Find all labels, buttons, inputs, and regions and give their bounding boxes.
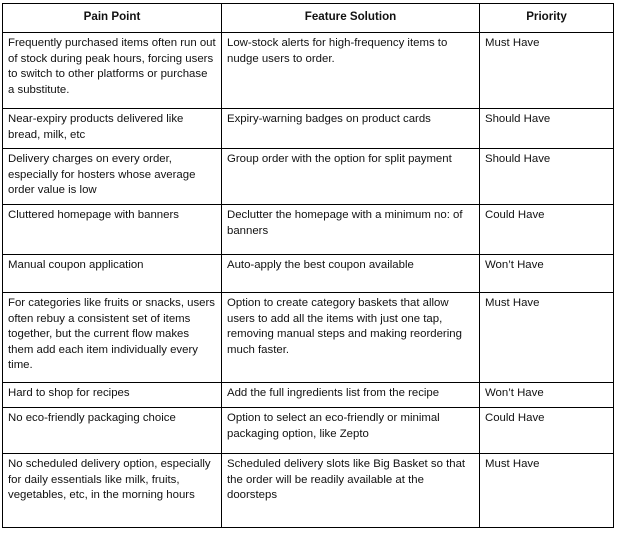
pain-point-cell: No scheduled delivery option, especially for daily essentials like milk, fruits, vegetables, etc, in the morning hours [3, 453, 222, 527]
priority-cell: Could Have [480, 204, 614, 254]
pain-point-cell: Hard to shop for recipes [3, 382, 222, 407]
pain-point-cell: Manual coupon application [3, 254, 222, 292]
header-row [3, 4, 614, 33]
pain-point-cell: No eco-friendly packaging choice [3, 407, 222, 453]
header-feature-solution: Feature Solution [222, 4, 480, 33]
table-row [3, 204, 614, 254]
priority-cell: Won’t Have [480, 254, 614, 292]
table-row [3, 33, 614, 109]
header-priority: Priority [480, 4, 614, 33]
table-row [3, 109, 614, 149]
pain-point-cell: Delivery charges on every order, especially for hosters whose average order value is low [3, 149, 222, 205]
table-row [3, 292, 614, 382]
priority-cell: Must Have [480, 453, 614, 527]
pain-point-cell: Near-expiry products delivered like bread, milk, etc [3, 109, 222, 149]
table-row [3, 254, 614, 292]
header-pain-point: Pain Point [3, 4, 222, 33]
priority-cell: Could Have [480, 407, 614, 453]
table-row [3, 149, 614, 205]
priority-cell: Must Have [480, 292, 614, 382]
table-row [3, 382, 614, 407]
table-row [3, 407, 614, 453]
feature-solution-cell: Scheduled delivery slots like Big Basket so that the order will be readily available at the doorsteps [222, 453, 480, 527]
pain-point-cell: Frequently purchased items often run out of stock during peak hours, forcing users to switch to other platforms or purchase a substitute. [3, 33, 222, 109]
feature-solution-cell: Expiry-warning badges on product cards [222, 109, 480, 149]
feature-solution-cell: Option to select an eco-friendly or minimal packaging option, like Zepto [222, 407, 480, 453]
feature-solution-cell: Declutter the homepage with a minimum no: of banners [222, 204, 480, 254]
feature-solution-cell: Low-stock alerts for high-frequency items to nudge users to order. [222, 33, 480, 109]
priority-cell: Won’t Have [480, 382, 614, 407]
feature-solution-cell: Group order with the option for split payment [222, 149, 480, 205]
feature-solution-cell: Add the full ingredients list from the recipe [222, 382, 480, 407]
feature-priority-table [2, 3, 614, 528]
pain-point-cell: For categories like fruits or snacks, users often rebuy a consistent set of items together, but the current flow makes them add each item individually every time. [3, 292, 222, 382]
table-row [3, 453, 614, 527]
pain-point-cell: Cluttered homepage with banners [3, 204, 222, 254]
priority-cell: Must Have [480, 33, 614, 109]
priority-cell: Should Have [480, 149, 614, 205]
priority-cell: Should Have [480, 109, 614, 149]
feature-solution-cell: Option to create category baskets that allow users to add all the items with just one tap, removing manual steps and making reordering much faster. [222, 292, 480, 382]
feature-solution-cell: Auto-apply the best coupon available [222, 254, 480, 292]
